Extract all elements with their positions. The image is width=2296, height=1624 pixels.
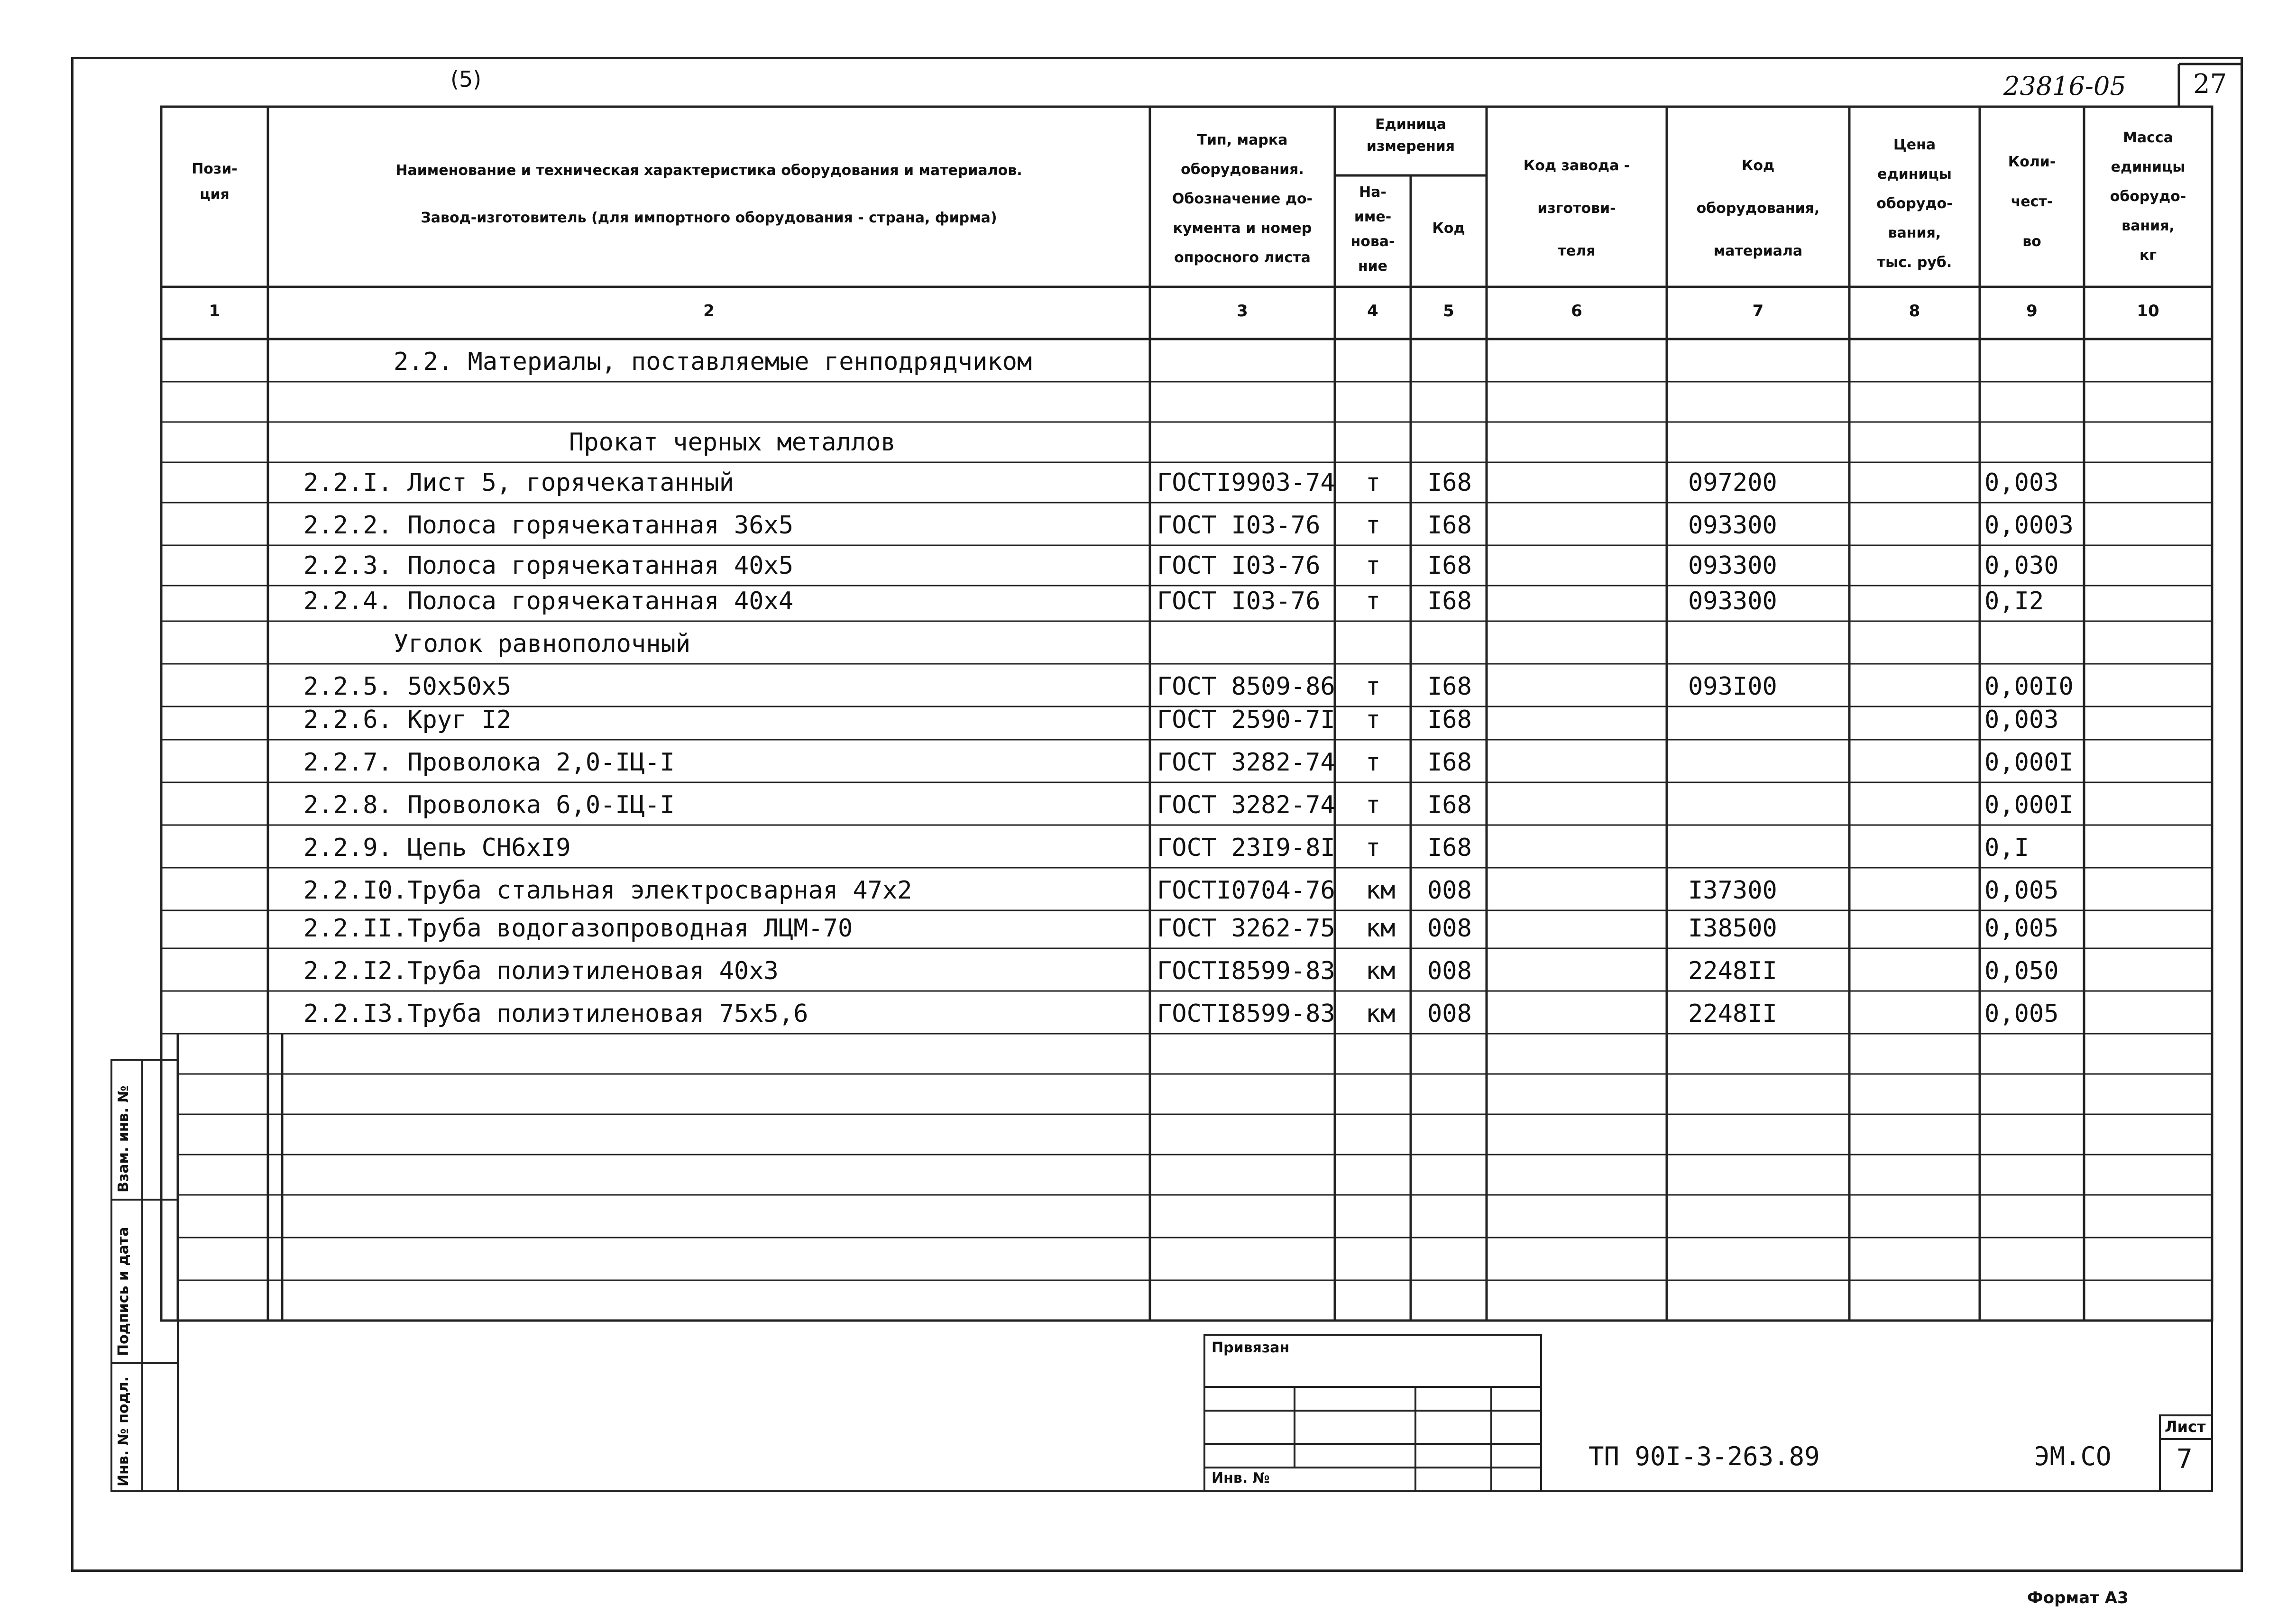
row-material-code: 2248II (1688, 957, 1777, 985)
row-name: Уголок равнополочный (394, 630, 691, 658)
row-material-code: I38500 (1688, 914, 1777, 943)
row-name: 2.2.I. Лист 5, горячекатанный (303, 468, 734, 497)
row-type: ГОСТ I03-76 (1157, 587, 1321, 615)
row-quantity: 0,003 (1984, 706, 2059, 734)
col-num-5: 5 (1443, 302, 1454, 321)
row-material-code: 093300 (1688, 587, 1777, 615)
row-type: ГОСТI0704-76 (1157, 876, 1335, 905)
col-num-6: 6 (1571, 302, 1582, 321)
row-quantity: 0,005 (1984, 914, 2059, 943)
row-unit-code: I68 (1427, 551, 1472, 580)
row-unit: т (1366, 468, 1381, 497)
row-name: Прокат черных металлов (569, 428, 896, 457)
row-name: 2.2. Материалы, поставляемые генподрядчиком (394, 348, 1032, 376)
row-unit: т (1366, 551, 1381, 580)
row-unit-code: I68 (1427, 834, 1472, 862)
col-num-9: 9 (2026, 302, 2038, 321)
col-header-position: Пози- ция (192, 161, 238, 203)
row-unit-code: I68 (1427, 587, 1472, 615)
sheet-number: 7 (2177, 1444, 2193, 1475)
row-unit-code: 008 (1427, 876, 1472, 905)
row-unit-code: 008 (1427, 914, 1472, 943)
row-type: ГОСТI9903-74 (1157, 468, 1335, 497)
row-unit-code: I68 (1427, 468, 1472, 497)
row-quantity: 0,005 (1984, 876, 2059, 905)
row-name: 2.2.II.Труба водогазопроводная ЛЦМ-70 (303, 914, 853, 943)
row-unit-code: I68 (1427, 511, 1472, 540)
row-name: 2.2.2. Полоса горячекатанная 36х5 (303, 511, 794, 540)
row-unit: т (1366, 511, 1381, 540)
row-name: 2.2.I2.Труба полиэтиленовая 40х3 (303, 957, 779, 985)
row-material-code: 093300 (1688, 551, 1777, 580)
row-material-code: I37300 (1688, 876, 1777, 905)
col-num-8: 8 (1909, 302, 1920, 321)
row-name: 2.2.I3.Труба полиэтиленовая 75х5,6 (303, 1000, 808, 1028)
row-type: ГОСТ 3262-75 (1157, 914, 1335, 943)
col-header-material-code: Код оборудования, материала (1696, 157, 1820, 259)
row-material-code: 097200 (1688, 468, 1777, 497)
side-stamp-inv-orig: Инв. № подл. (115, 1376, 132, 1486)
row-material-code: 093300 (1688, 511, 1777, 540)
row-type: ГОСТ 2590-7I (1157, 706, 1335, 734)
row-unit: км (1366, 876, 1396, 905)
row-unit-code: 008 (1427, 1000, 1472, 1028)
row-name: 2.2.3. Полоса горячекатанная 40х5 (303, 551, 794, 580)
row-unit-code: 008 (1427, 957, 1472, 985)
col-header-mass: Масса единицы оборудо- вания, кг (2110, 129, 2186, 264)
col-num-7: 7 (1752, 302, 1764, 321)
col-header-price: Цена единицы оборудо- вания, тыс. руб. (1876, 137, 1953, 271)
row-name: 2.2.7. Проволока 2,0-IЦ-I (303, 748, 675, 777)
sheet-index: 27 (2193, 69, 2227, 100)
row-name: 2.2.4. Полоса горячекатанная 40х4 (303, 587, 794, 615)
row-name: 2.2.I0.Труба стальная электросварная 47х2 (303, 876, 912, 905)
row-quantity: 0,000I (1984, 748, 2074, 777)
designation: ТП 90I-3-263.89 (1589, 1441, 1820, 1471)
col-header-name: Наименование и техническая характеристика оборудования и материалов. Завод-изготовитель (для импортного оборудования - страна, фирма) (395, 162, 1022, 226)
col-header-unit-code: Код (1432, 220, 1465, 237)
row-type: ГОСТ I03-76 (1157, 511, 1321, 540)
row-quantity: 0,00I0 (1984, 672, 2074, 701)
row-unit: т (1366, 706, 1381, 734)
col-num-3: 3 (1237, 302, 1248, 321)
row-type: ГОСТ 3282-74 (1157, 791, 1335, 819)
row-type: ГОСТ I03-76 (1157, 551, 1321, 580)
row-unit: км (1366, 1000, 1396, 1028)
row-name: 2.2.9. Цепь СН6хI9 (303, 834, 571, 862)
col-num-1: 1 (209, 302, 220, 321)
row-type: ГОСТI8599-83 (1157, 957, 1335, 985)
section-number: (5) (450, 66, 482, 92)
row-quantity: 0,I (1984, 834, 2029, 862)
side-stamp-replaced-inv: Взам. инв. № (115, 1085, 132, 1193)
col-header-unit-name: На- име- нова- ние (1350, 184, 1395, 275)
row-type: ГОСТ 3282-74 (1157, 748, 1335, 777)
row-unit-code: I68 (1427, 791, 1472, 819)
row-name: 2.2.5. 50х50х5 (303, 672, 512, 701)
row-unit: т (1366, 834, 1381, 862)
bound-label: Привязан (1212, 1340, 1290, 1356)
row-type: ГОСТ 23I9-8I (1157, 834, 1335, 862)
row-name: 2.2.8. Проволока 6,0-IЦ-I (303, 791, 675, 819)
inv-label: Инв. № (1212, 1470, 1270, 1486)
col-num-10: 10 (2137, 302, 2159, 321)
row-quantity: 0,050 (1984, 957, 2059, 985)
row-quantity: 0,I2 (1984, 587, 2044, 615)
row-unit: км (1366, 914, 1396, 943)
document-mark: ЭМ.СО (2034, 1441, 2112, 1471)
col-header-unit-group: Единица измерения (1366, 116, 1455, 155)
col-header-quantity: Коли- чест- во (2008, 154, 2056, 250)
row-unit-code: I68 (1427, 706, 1472, 734)
row-quantity: 0,0003 (1984, 511, 2074, 540)
side-stamp-signature-date: Подпись и дата (115, 1227, 132, 1356)
col-num-2: 2 (703, 302, 715, 321)
row-material-code: 2248II (1688, 1000, 1777, 1028)
row-type: ГОСТI8599-83 (1157, 1000, 1335, 1028)
format-label: Формат А3 (2027, 1588, 2129, 1607)
col-num-4: 4 (1367, 302, 1378, 321)
row-unit-code: I68 (1427, 672, 1472, 701)
row-unit-code: I68 (1427, 748, 1472, 777)
sheet-label: Лист (2165, 1418, 2206, 1436)
row-unit: т (1366, 587, 1381, 615)
row-quantity: 0,030 (1984, 551, 2059, 580)
col-header-plant-code: Код завода - изготови- теля (1523, 157, 1630, 259)
col-header-type: Тип, марка оборудования. Обозначение до- кумента и номер опросного листа (1172, 132, 1313, 266)
row-unit: т (1366, 748, 1381, 777)
row-quantity: 0,000I (1984, 791, 2074, 819)
row-unit: км (1366, 957, 1396, 985)
row-material-code: 093I00 (1688, 672, 1777, 701)
row-unit: т (1366, 791, 1381, 819)
row-quantity: 0,003 (1984, 468, 2059, 497)
row-type: ГОСТ 8509-86 (1157, 672, 1335, 701)
row-quantity: 0,005 (1984, 1000, 2059, 1028)
row-name: 2.2.6. Круг I2 (303, 706, 512, 734)
document-code: 23816-05 (2003, 71, 2126, 101)
row-unit: т (1366, 672, 1381, 701)
